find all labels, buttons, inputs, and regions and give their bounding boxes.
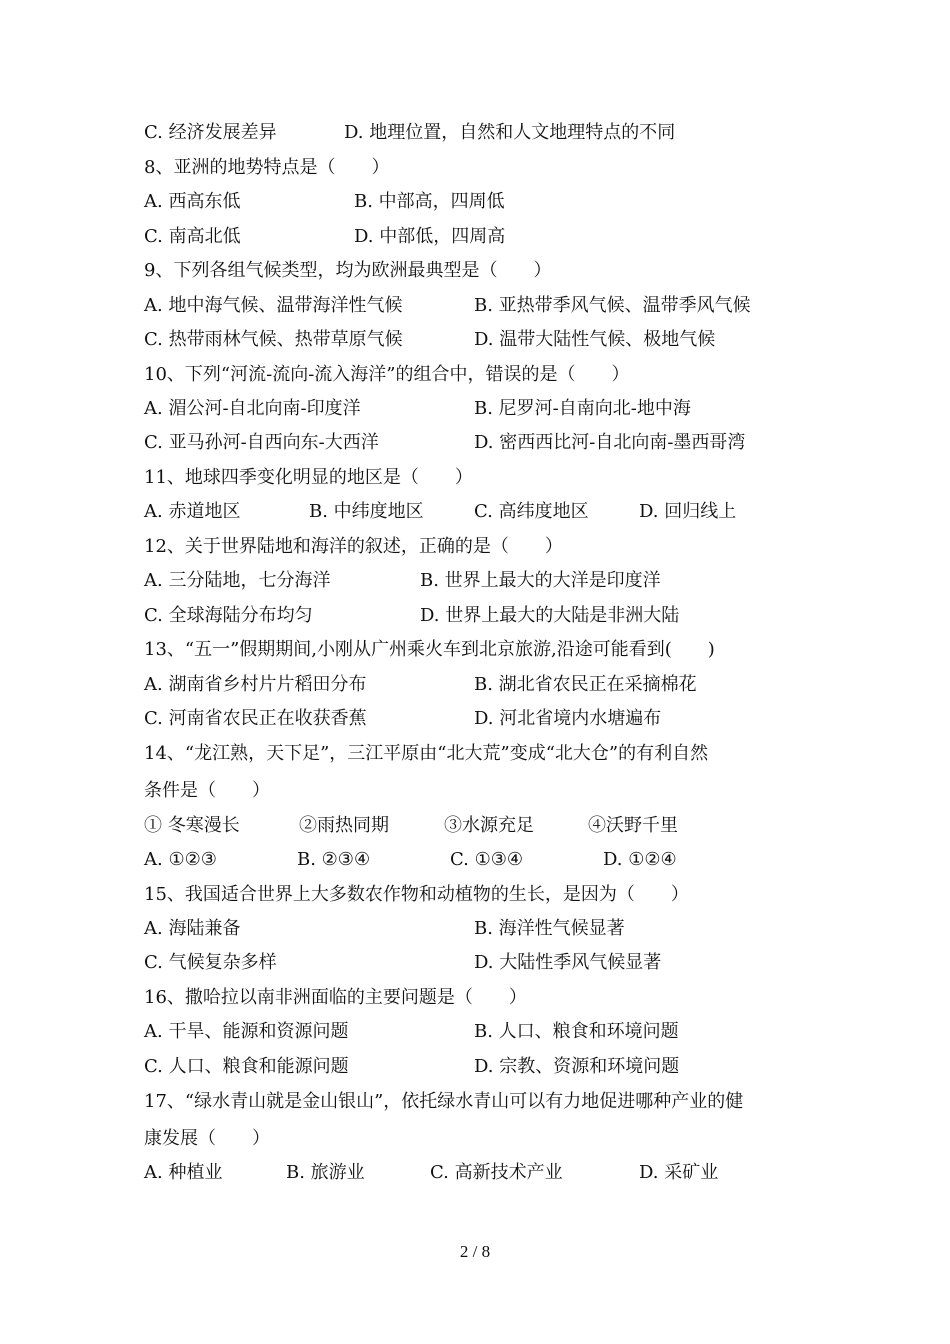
option-a: A. 干旱、能源和资源问题	[144, 1021, 349, 1042]
option-c: C. 高新技术产业	[430, 1162, 563, 1183]
question-11: 11、地球四季变化明显的地区是（ ）	[144, 467, 473, 488]
option-c: C. 气候复杂多样	[144, 952, 277, 973]
option-b: B. 中部高，四周低	[354, 191, 505, 212]
option-d: D. 河北省境内水塘遍布	[474, 708, 662, 729]
option-d: D. 中部低，四周高	[354, 226, 506, 247]
option-b: B. 海洋性气候显著	[474, 918, 625, 939]
option-c: C. 南高北低	[144, 226, 241, 247]
option-d: D. 大陆性季风气候显著	[474, 952, 662, 973]
option-b: B. 人口、粮食和环境问题	[474, 1021, 679, 1042]
option-c: C. ①③④	[450, 849, 523, 870]
option-b: B. 湖北省农民正在采摘棉花	[474, 674, 697, 695]
option-d: D. 宗教、资源和环境问题	[474, 1056, 680, 1077]
question-15: 15、我国适合世界上大多数农作物和动植物的生长，是因为（ ）	[144, 884, 689, 905]
option-a: A. 湖南省乡村片片稻田分布	[144, 674, 367, 695]
option-b: B. 旅游业	[286, 1162, 365, 1183]
option-d: D. ①②④	[603, 849, 677, 870]
option-d: D. 采矿业	[639, 1162, 719, 1183]
option-a: A. 海陆兼备	[144, 918, 241, 939]
statement-2: ②雨热同期	[299, 815, 389, 836]
option-c: C. 亚马孙河-自西向东-大西洋	[144, 432, 379, 453]
option-c: C. 经济发展差异	[144, 122, 277, 143]
option-b: B. 中纬度地区	[309, 501, 424, 522]
option-a: A. 湄公河-自北向南-印度洋	[144, 398, 361, 419]
option-a: A. 种植业	[144, 1162, 223, 1183]
page-number: 2 / 8	[459, 1242, 491, 1261]
question-14-continued: 条件是（ ）	[144, 780, 270, 801]
option-a: A. 西高东低	[144, 191, 241, 212]
option-a: A. 赤道地区	[144, 501, 241, 522]
option-c: C. 热带雨林气候、热带草原气候	[144, 329, 403, 350]
question-8: 8、亚洲的地势特点是（ ）	[144, 157, 390, 178]
option-c: C. 高纬度地区	[474, 501, 589, 522]
question-9: 9、下列各组气候类型，均为欧洲最典型是（ ）	[144, 260, 552, 281]
option-d: D. 温带大陆性气候、极地气候	[474, 329, 716, 350]
option-a: A. 三分陆地，七分海洋	[144, 570, 331, 591]
option-d: D. 世界上最大的大陆是非洲大陆	[420, 605, 680, 626]
question-13: 13、“五一”假期期间,小刚从广州乘火车到北京旅游,沿途可能看到( )	[144, 639, 715, 660]
option-c: C. 人口、粮食和能源问题	[144, 1056, 349, 1077]
question-17-continued: 康发展（ ）	[144, 1128, 270, 1149]
option-c: C. 河南省农民正在收获香蕉	[144, 708, 367, 729]
statement-4: ④沃野千里	[588, 815, 678, 836]
option-d: D. 密西西比河-自北向南-墨西哥湾	[474, 432, 746, 453]
question-17: 17、“绿水青山就是金山银山”，依托绿水青山可以有力地促进哪种产业的健	[144, 1091, 744, 1112]
question-16: 16、撒哈拉以南非洲面临的主要问题是（ ）	[144, 987, 527, 1008]
option-b: B. 尼罗河-自南向北-地中海	[474, 398, 691, 419]
option-a: A. 地中海气候、温带海洋性气候	[144, 295, 403, 316]
option-c: C. 全球海陆分布均匀	[144, 605, 313, 626]
option-b: B. 亚热带季风气候、温带季风气候	[474, 295, 751, 316]
statement-1: ① 冬寒漫长	[144, 815, 240, 836]
question-10: 10、下列“河流-流向-流入海洋”的组合中，错误的是（ ）	[144, 364, 630, 385]
option-b: B. 世界上最大的大洋是印度洋	[420, 570, 661, 591]
option-a: A. ①②③	[144, 849, 217, 870]
option-b: B. ②③④	[297, 849, 371, 870]
option-d: D. 地理位置，自然和人文地理特点的不同	[344, 122, 676, 143]
option-d: D. 回归线上	[639, 501, 737, 522]
statement-3: ③水源充足	[444, 815, 534, 836]
question-14: 14、“龙江熟，天下足”，三江平原由“北大荒”变成“北大仓”的有利自然	[144, 743, 709, 764]
question-12: 12、关于世界陆地和海洋的叙述，正确的是（ ）	[144, 536, 563, 557]
